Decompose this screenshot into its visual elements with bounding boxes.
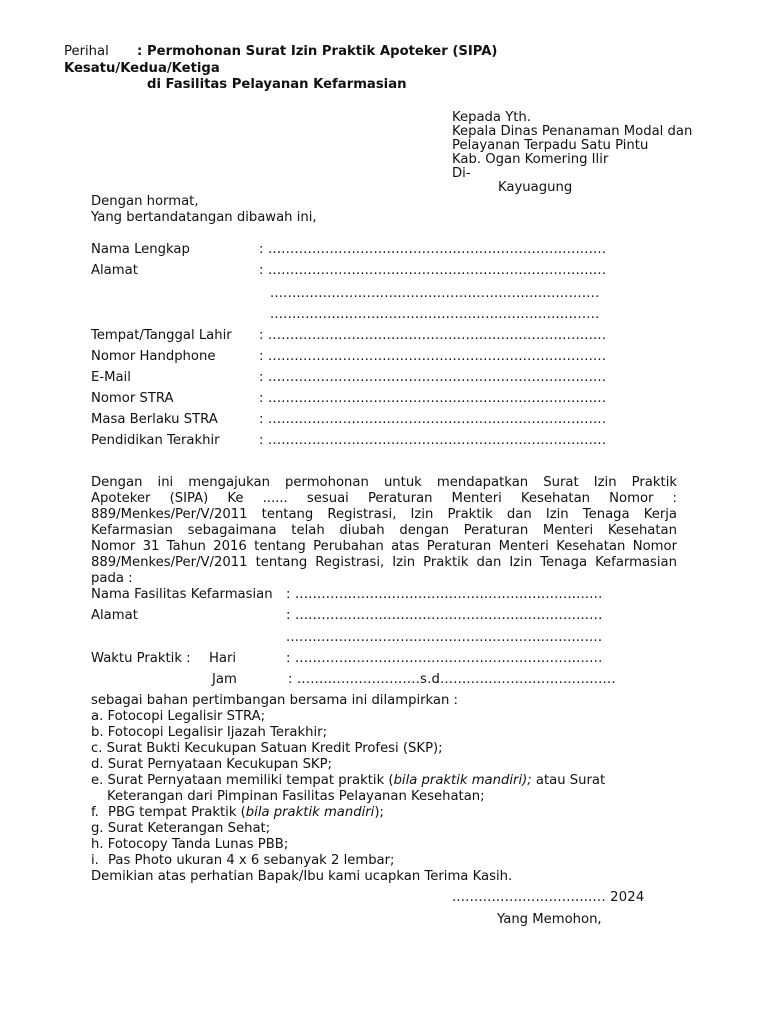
field-value-pendidikan: : ............................................................................. (259, 433, 607, 448)
subject-line-3: di Fasilitas Pelayanan Kefarmasian (147, 77, 407, 92)
field-value-stra: : ............................................................................. (259, 391, 607, 406)
body-line-1: Dengan ini mengajukan permohonan untuk mendapatkan Surat Izin Praktik (91, 475, 677, 490)
practice-hour-value: : ............................s.d........................................ (288, 672, 616, 687)
body-line-3: 889/Menkes/Per/V/2011 tentang Registrasi, Izin Praktik dan Izin Tenaga Kerja (91, 507, 677, 522)
attachment-i-marker: i. (91, 853, 99, 868)
subject-title: Permohonan Surat Izin Praktik Apoteker (SIPA) (147, 44, 498, 59)
facility-name-value: : ...................................................................... (286, 587, 603, 602)
attachment-c: c. Surat Bukti Kecukupan Satuan Kredit Profesi (SKP); (91, 741, 443, 756)
recipient-line-2: Kepala Dinas Penanaman Modal dan (452, 124, 693, 139)
attachment-a: a. Fotocopi Legalisir STRA; (91, 709, 266, 724)
attachment-f-tail: ); (374, 805, 384, 820)
field-value-email: : ............................................................................. (259, 370, 607, 385)
attachment-g: g. Surat Keterangan Sehat; (91, 821, 271, 836)
attachment-f (108, 805, 384, 821)
field-value-nama: : ............................................................................. (259, 242, 607, 257)
practice-day-label: Hari (209, 651, 237, 666)
field-label-stra: Nomor STRA (91, 391, 174, 406)
body-line-7: pada : (91, 571, 133, 586)
facility-address-value-2: ........................................................................ (286, 630, 603, 645)
attachment-f-text: PBG tempat Praktik ( (108, 805, 246, 820)
body-line-2: Apoteker (SIPA) Ke ...... sesuai Peraturan Menteri Kesehatan Nomor : (91, 491, 677, 506)
attachment-e (91, 773, 605, 789)
perihal-colon: : (137, 44, 143, 59)
field-label-pendidikan: Pendidikan Terakhir (91, 433, 220, 448)
recipient-line-1: Kepada Yth. (452, 110, 531, 125)
attachment-d: d. Surat Pernyataan Kecukupan SKP; (91, 757, 332, 772)
recipient-line-5: Di- (452, 166, 471, 181)
signature-date: ................................... 2024 (452, 890, 645, 905)
body-line-4: Kefarmasian sebagaimana telah diubah dengan Peraturan Menteri Kesehatan (91, 523, 677, 538)
signer-label: Yang Memohon, (497, 912, 602, 927)
body-line-6: 889/Menkes/Per/V/2011 tentang Registrasi, Izin Praktik dan Izin Tenaga Kefarmasian (91, 555, 677, 570)
body-line-5: Nomor 31 Tahun 2016 tentang Perubahan atas Peraturan Menteri Kesehatan Nomor (91, 539, 677, 554)
field-value-masa: : ............................................................................. (259, 412, 607, 427)
attachment-i: Pas Photo ukuran 4 x 6 sebanyak 2 lembar; (108, 853, 395, 868)
subject-line-2: Kesatu/Kedua/Ketiga (64, 61, 220, 76)
recipient-line-3: Pelayanan Terpadu Satu Pintu (452, 138, 649, 153)
recipient-city: Kayuagung (498, 180, 573, 195)
practice-day-value: : ...................................................................... (286, 651, 603, 666)
attachment-f-italic: bila praktik mandiri (245, 805, 375, 820)
field-label-ttl: Tempat/Tanggal Lahir (91, 328, 232, 343)
closing-text: Demikian atas perhatian Bapak/Ibu kami ucapkan Terima Kasih. (91, 869, 513, 884)
attachment-h: h. Fotocopy Tanda Lunas PBB; (91, 837, 289, 852)
facility-address-label: Alamat (91, 608, 138, 623)
field-label-nama: Nama Lengkap (91, 242, 190, 257)
field-value-alamat: : ............................................................................. (259, 263, 607, 278)
recipient-line-4: Kab. Ogan Komering Ilir (452, 152, 609, 167)
greeting-line-2: Yang bertandatangan dibawah ini, (91, 210, 317, 225)
field-value-ttl: : ............................................................................. (259, 328, 607, 343)
attachments-intro: sebagai bahan pertimbangan bersama ini dilampirkan : (91, 693, 459, 708)
practice-hour-label: Jam (212, 672, 237, 687)
facility-name-label: Nama Fasilitas Kefarmasian (91, 587, 273, 602)
attachment-e-tail: atau Surat (531, 773, 606, 788)
practice-time-label: Waktu Praktik : (91, 651, 191, 666)
perihal-label: Perihal (64, 44, 109, 59)
attachment-e-continuation: Keterangan dari Pimpinan Fasilitas Pelayanan Kesehatan; (107, 789, 485, 804)
field-label-masa: Masa Berlaku STRA (91, 412, 218, 427)
field-label-email: E-Mail (91, 370, 131, 385)
field-value-alamat-2: ........................................................................... (270, 286, 600, 301)
attachment-f-marker: f. (91, 805, 99, 820)
field-label-alamat: Alamat (91, 263, 138, 278)
attachment-b: b. Fotocopi Legalisir Ijazah Terakhir; (91, 725, 328, 740)
field-value-alamat-3: ........................................................................... (270, 307, 600, 322)
attachment-e-italic: bila praktik mandiri); (393, 773, 532, 788)
field-label-hp: Nomor Handphone (91, 349, 216, 364)
facility-address-value: : ...................................................................... (286, 608, 603, 623)
field-value-hp: : ............................................................................. (259, 349, 607, 364)
attachment-e-text: e. Surat Pernyataan memiliki tempat praktik ( (91, 773, 394, 788)
greeting-line-1: Dengan hormat, (91, 194, 199, 209)
